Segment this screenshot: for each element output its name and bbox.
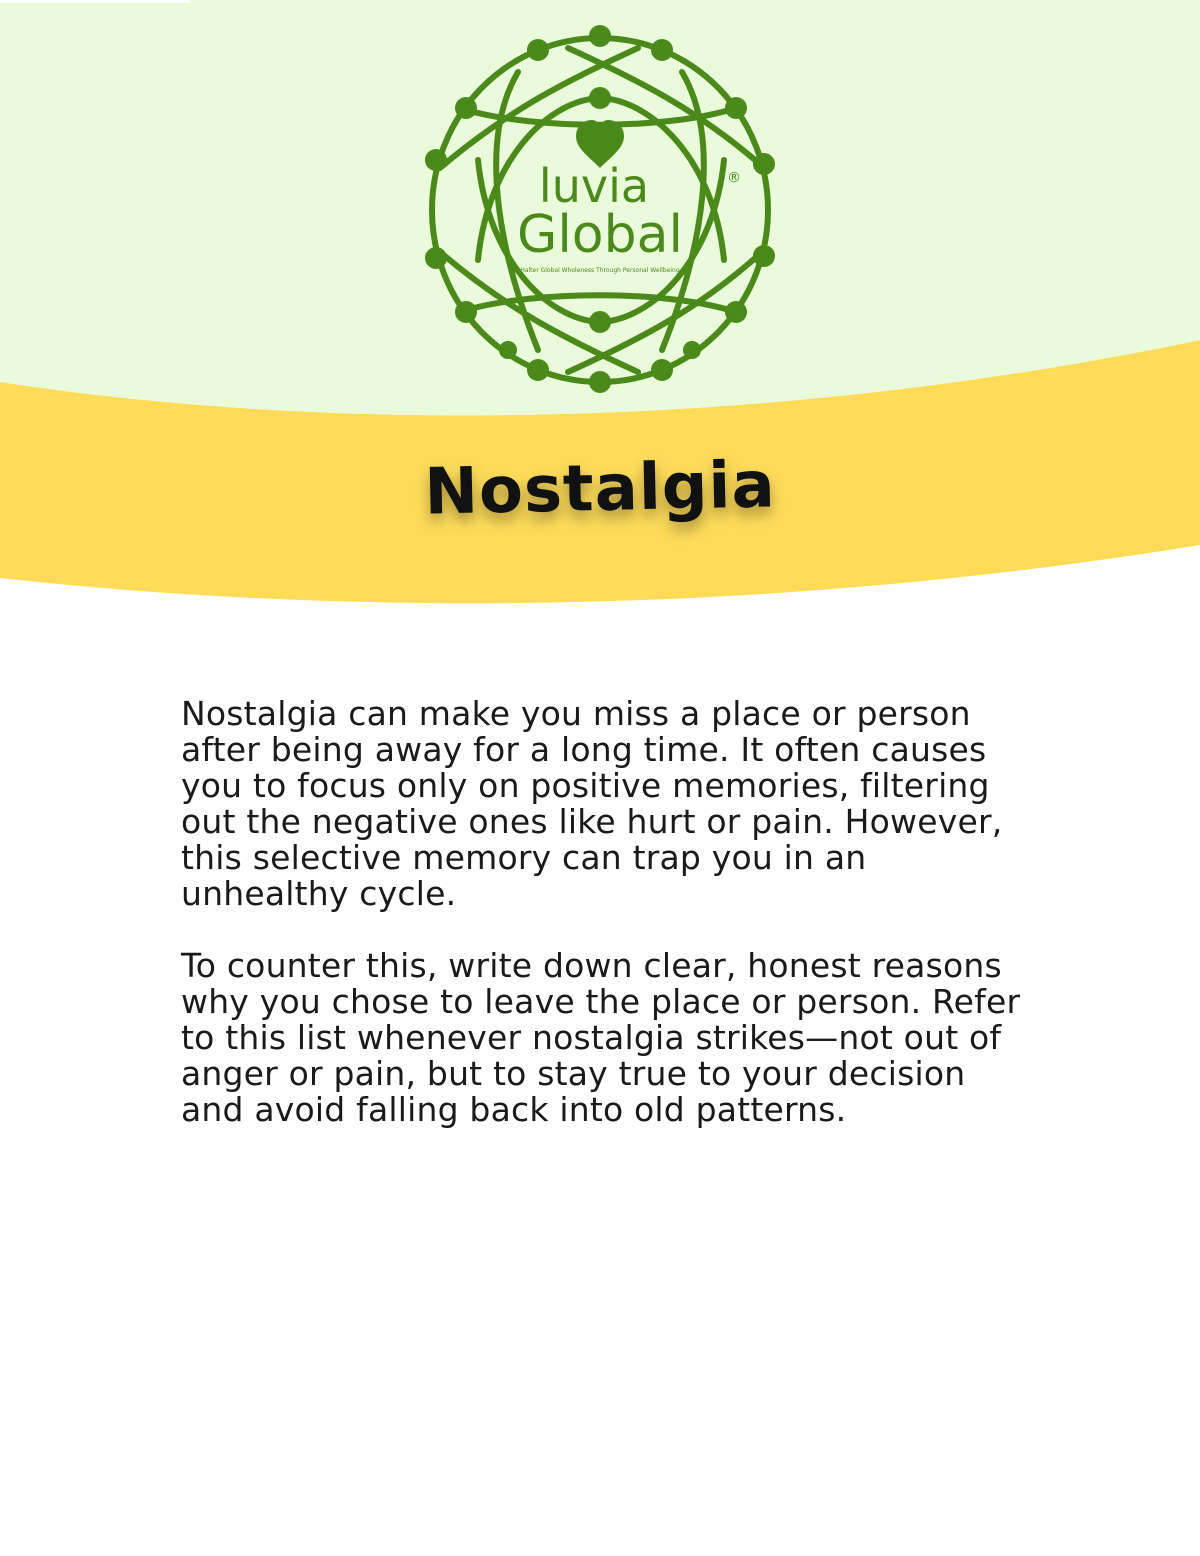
svg-text:...Halter Global Wholeness Thr: ...Halter Global Wholeness Through Personal Wellbeing... [514, 267, 686, 274]
svg-text:Global: Global [517, 205, 683, 265]
top-left-strip [0, 0, 190, 3]
svg-text:luvia: luvia [538, 159, 650, 213]
luvia-global-logo [418, 20, 782, 400]
svg-text:®: ® [727, 170, 741, 186]
page-title: Nostalgia [423, 448, 777, 530]
paragraph: To counter this, write down clear, honest reasons why you chose to leave the place or person. Refer to this list whenever nostalgia strikes—not out of anger or pain, but to stay true to your decision and avoid falling back into old patterns. [181, 946, 1021, 1129]
article-body [181, 696, 1031, 1164]
paragraph: Nostalgia can make you miss a place or person after being away for a long time. It often causes you to focus only on positive memories, filtering out the negative ones like hurt or pain. However, this selective memory can trap you in an unhealthy cycle. [181, 694, 1003, 913]
